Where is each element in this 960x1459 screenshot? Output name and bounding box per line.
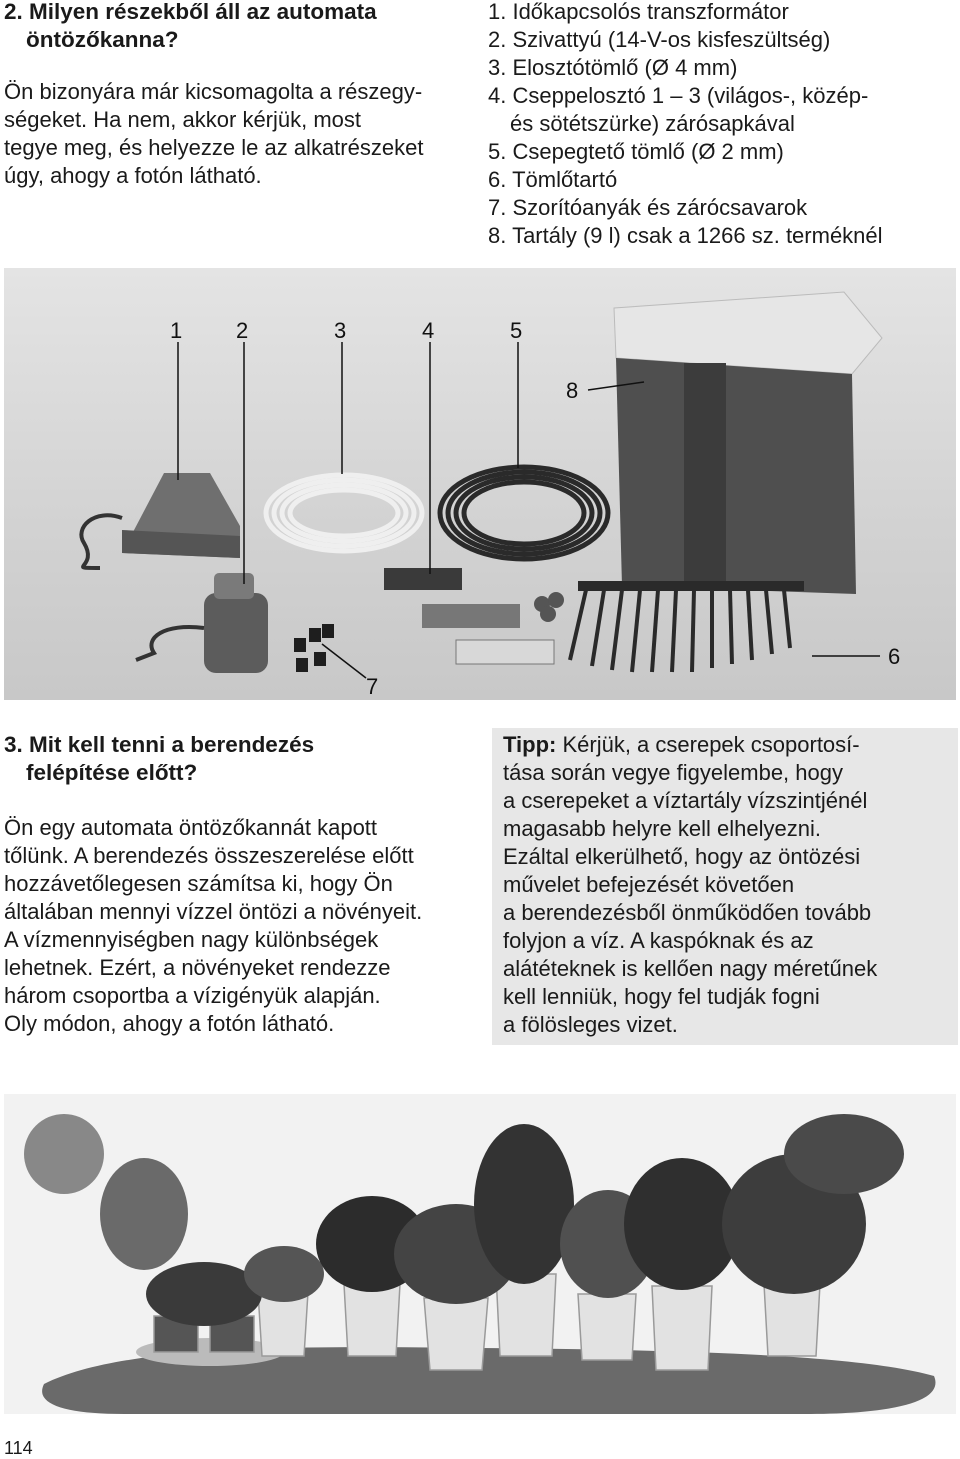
tip-label: Tipp: bbox=[503, 732, 557, 757]
section-2-body bbox=[4, 78, 474, 190]
list-item: 1. Időkapcsolós transzformátor bbox=[488, 0, 789, 24]
parts-photo bbox=[4, 268, 956, 700]
list-item: 2. Szivattyú (14-V-os kisfeszültség) bbox=[488, 27, 831, 52]
section-3-heading bbox=[4, 731, 474, 787]
heading-line: 2. Milyen részekből áll az automata bbox=[4, 0, 377, 24]
body-line: úgy, ahogy a fotón látható. bbox=[4, 163, 262, 188]
callout-4: 4 bbox=[422, 318, 435, 343]
heading-line: öntözőkanna? bbox=[26, 27, 179, 52]
tip-box bbox=[492, 728, 958, 1045]
tip-first-line bbox=[503, 731, 958, 759]
tip-line: kell lenniük, hogy fel tudják fogni bbox=[503, 984, 820, 1009]
callout-3: 3 bbox=[334, 318, 347, 343]
body-line: hozzávetőlegesen számítsa ki, hogy Ön bbox=[4, 871, 393, 896]
tip-line: Ezáltal elkerülhető, hogy az öntözési bbox=[503, 844, 861, 869]
list-item: és sötétszürke) zárósapkával bbox=[510, 111, 795, 136]
tip-line: folyjon a víz. A kaspóknak és az bbox=[503, 928, 814, 953]
tip-line: a fölösleges vizet. bbox=[503, 1012, 678, 1037]
body-line: Oly módon, ahogy a fotón látható. bbox=[4, 1011, 335, 1036]
tip-line: a berendezésből önműködően tovább bbox=[503, 900, 872, 925]
tip-line: magasabb helyre kell elhelyezni. bbox=[503, 816, 821, 841]
body-line: Ön egy automata öntözőkannát kapott bbox=[4, 815, 378, 840]
tank-shape bbox=[614, 292, 882, 594]
section-2-heading bbox=[4, 0, 474, 54]
body-line: lehetnek. Ezért, a növényeket rendezze bbox=[4, 955, 391, 980]
page-number: 114 bbox=[4, 1438, 33, 1458]
callout-6: 6 bbox=[888, 644, 901, 669]
section-3-body bbox=[4, 814, 474, 1038]
body-line: tőlünk. A berendezés összeszerelése előtt bbox=[4, 843, 414, 868]
section-2 bbox=[4, 0, 474, 190]
callout-7: 7 bbox=[366, 674, 379, 699]
callout-2: 2 bbox=[236, 318, 249, 343]
body-line: tegye meg, és helyezze le az alkatrészeket bbox=[4, 135, 424, 160]
list-item: 8. Tartály (9 l) csak a 1266 sz. terméknél bbox=[488, 223, 883, 248]
section-3 bbox=[4, 731, 474, 1038]
plants-photo-illustration bbox=[4, 1094, 956, 1414]
body-line: három csoportba a vízigényük alapján. bbox=[4, 983, 381, 1008]
list-item: 4. Cseppelosztó 1 – 3 (világos-, közép- bbox=[488, 83, 869, 108]
body-line: A vízmennyiségben nagy különbségek bbox=[4, 927, 379, 952]
list-item: 6. Tömlőtartó bbox=[488, 167, 618, 192]
heading-line: felépítése előtt? bbox=[26, 760, 198, 785]
plants-photo bbox=[4, 1094, 956, 1414]
body-line: Ön bizonyára már kicsomagolta a részegy- bbox=[4, 79, 423, 104]
tip-line: tása során vegye figyelembe, hogy bbox=[503, 760, 843, 785]
heading-line: 3. Mit kell tenni a berendezés bbox=[4, 732, 315, 757]
list-item: 5. Csepegtető tömlő (Ø 2 mm) bbox=[488, 139, 784, 164]
list-item: 7. Szorítóanyák és zárócsavarok bbox=[488, 195, 808, 220]
tip-line: a cserepeket a víztartály vízszintjénél bbox=[503, 788, 868, 813]
callout-8: 8 bbox=[566, 378, 579, 403]
callout-5: 5 bbox=[510, 318, 523, 343]
parts-photo-illustration bbox=[4, 268, 956, 700]
tip-text: Kérjük, a cserepek csoportosí- bbox=[556, 732, 860, 757]
callout-1: 1 bbox=[170, 318, 183, 343]
tip-line: alátéteknek is kellően nagy méretűnek bbox=[503, 956, 878, 981]
body-line: általában mennyi vízzel öntözi a növényeit. bbox=[4, 899, 423, 924]
body-line: ségeket. Ha nem, akkor kérjük, most bbox=[4, 107, 362, 132]
parts-list bbox=[488, 0, 958, 250]
list-item: 3. Elosztótömlő (Ø 4 mm) bbox=[488, 55, 738, 80]
tip-line: művelet befejezését követően bbox=[503, 872, 795, 897]
